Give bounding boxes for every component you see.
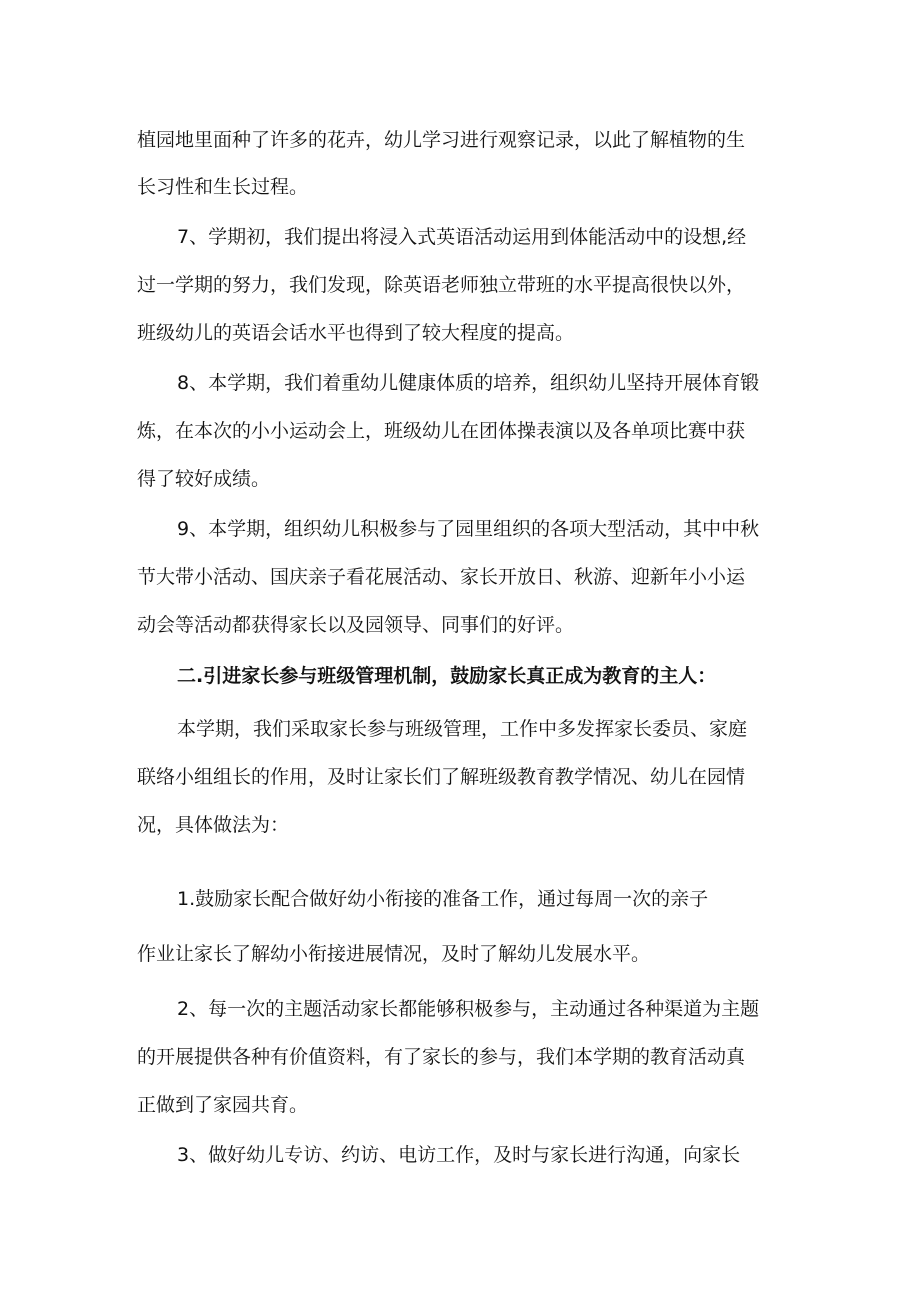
paragraph-line: 植园地里面种了许多的花卉，幼儿学习进行观察记录，以此了解植物的生 [137, 129, 746, 151]
paragraph-line: 动会等活动都获得家长以及园领导、同事们的好评。 [137, 614, 575, 636]
paragraph-line: 2、每一次的主题活动家长都能够积极参与，主动通过各种渠道为主题 [177, 998, 760, 1020]
paragraph-line: 9、本学期，组织幼儿积极参与了园里组织的各项大型活动，其中中秋 [177, 518, 760, 540]
paragraph-line: 8、本学期，我们着重幼儿健康体质的培养，组织幼儿坚持开展体育锻 [177, 372, 760, 394]
paragraph-line: 7、学期初，我们提出将浸入式英语活动运用到体能活动中的设想,经 [177, 226, 747, 248]
paragraph-line: 班级幼儿的英语会话水平也得到了较大程度的提高。 [137, 322, 575, 344]
section-heading: 二.引进家长参与班级管理机制，鼓励家长真正成为教育的主人： [177, 665, 717, 687]
paragraph-line: 况，具体做法为： [137, 814, 290, 836]
paragraph-line: 1.鼓励家长配合做好幼小衔接的准备工作，通过每周一次的亲子 [177, 888, 709, 910]
paragraph-line: 过一学期的努力，我们发现，除英语老师独立带班的水平提高很快以外， [137, 274, 746, 296]
paragraph-line: 的开展提供各种有价值资料，有了家长的参与，我们本学期的教育活动真 [137, 1046, 746, 1068]
paragraph-line: 作业让家长了解幼小衔接进展情况，及时了解幼儿发展水平。 [137, 943, 651, 965]
paragraph-line: 得了较好成绩。 [137, 468, 271, 490]
paragraph-line: 正做到了家园共育。 [137, 1094, 309, 1116]
paragraph-line: 3、做好幼儿专访、约访、电访工作，及时与家长进行沟通，向家长 [177, 1144, 741, 1166]
paragraph-line: 联络小组组长的作用，及时让家长们了解班级教育教学情况、幼儿在园情 [137, 766, 746, 788]
paragraph-line: 本学期，我们采取家长参与班级管理，工作中多发挥家长委员、家庭 [177, 718, 748, 740]
paragraph-line: 炼，在本次的小小运动会上，班级幼儿在团体操表演以及各单项比赛中获 [137, 420, 746, 442]
paragraph-line: 长习性和生长过程。 [137, 176, 309, 198]
paragraph-line: 节大带小活动、国庆亲子看花展活动、家长开放日、秋游、迎新年小小运 [137, 566, 746, 588]
